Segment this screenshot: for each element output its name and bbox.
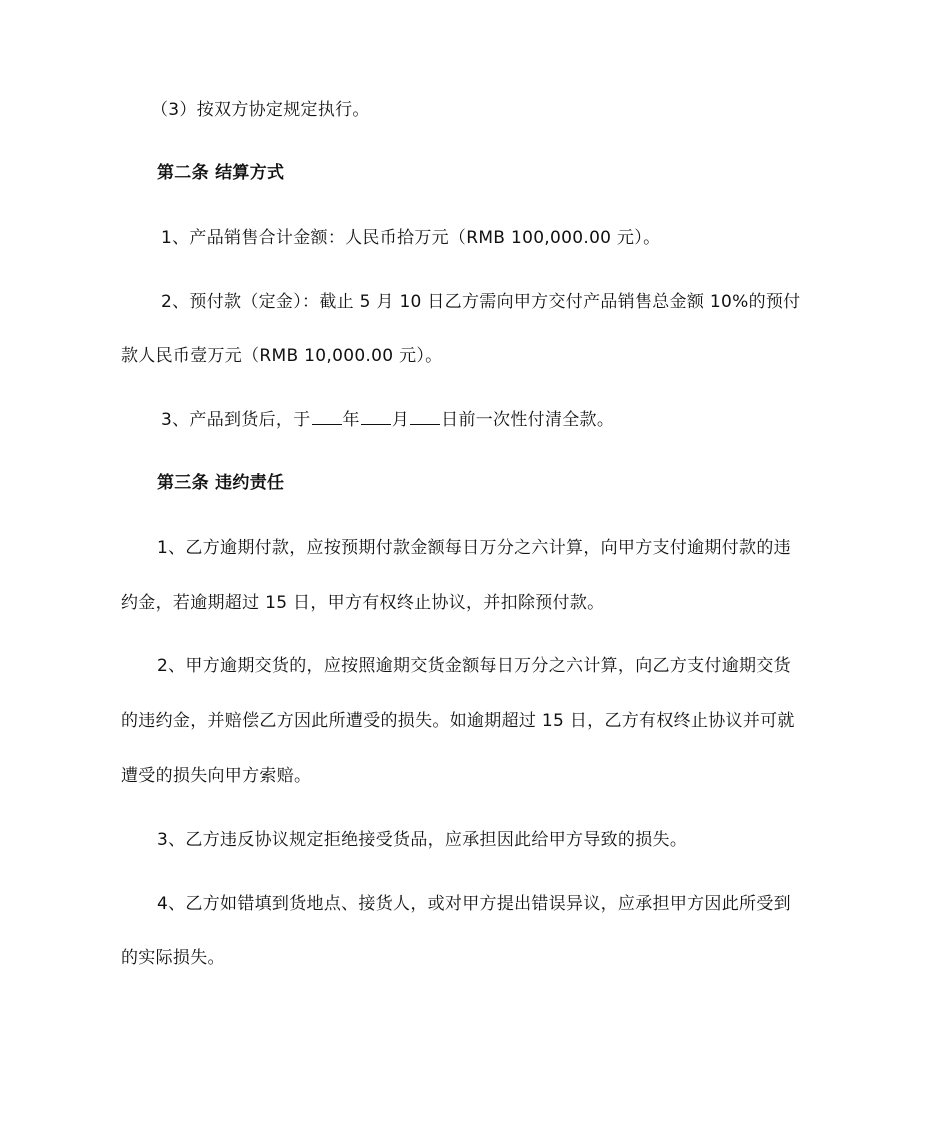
article-3-heading: 第三条 违约责任 (157, 473, 285, 493)
article-2-paragraph-2-line-1: 2、预付款（定金）：截止 5 月 10 日乙方需向甲方交付产品销售总金额 10%的预付 (161, 292, 801, 312)
a2-p3-suffix: 日前一次性付清全款。 (441, 410, 615, 430)
article-3-paragraph-3: 3、乙方违反协议规定拒绝接受货品，应承担因此给甲方导致的损失。 (157, 830, 688, 850)
a2-p3-prefix: 3、产品到货后，于 (161, 410, 311, 430)
year-blank (312, 408, 342, 425)
article-2-paragraph-2-line-2: 款人民币壹万元（RMB 10,000.00 元）。 (121, 346, 443, 366)
article-2-paragraph-1: 1、产品销售合计金额：人民币拾万元（RMB 100,000.00 元）。 (161, 228, 661, 248)
article-2-paragraph-3 (0, 408, 950, 432)
a2-p3-month: 月 (391, 410, 410, 430)
article-2-heading: 第二条 结算方式 (157, 163, 285, 183)
a2-p3-year: 年 (342, 410, 360, 430)
day-blank (410, 408, 440, 425)
article-3-paragraph-4-line-2: 的实际损失。 (121, 948, 225, 968)
article-3-paragraph-2-line-2: 的违约金，并赔偿乙方因此所遭受的损失。如逾期超过 15 日，乙方有权终止协议并可就 (121, 711, 795, 731)
article-3-paragraph-2-line-1: 2、甲方逾期交货的，应按照逾期交货金额每日万分之六计算，向乙方支付逾期交货 (157, 656, 791, 676)
item-3-line: （3）按双方协定规定执行。 (151, 100, 370, 120)
article-3-paragraph-1-line-1: 1、乙方逾期付款，应按预期付款金额每日万分之六计算，向甲方支付逾期付款的违 (157, 538, 791, 558)
article-3-paragraph-2-line-3: 遭受的损失向甲方索赔。 (121, 766, 312, 786)
month-blank (361, 408, 391, 425)
article-3-paragraph-4-line-1: 4、乙方如错填到货地点、接货人，或对甲方提出错误异议，应承担甲方因此所受到 (157, 894, 791, 914)
article-3-paragraph-1-line-2: 约金，若逾期超过 15 日，甲方有权终止协议，并扣除预付款。 (121, 593, 605, 613)
